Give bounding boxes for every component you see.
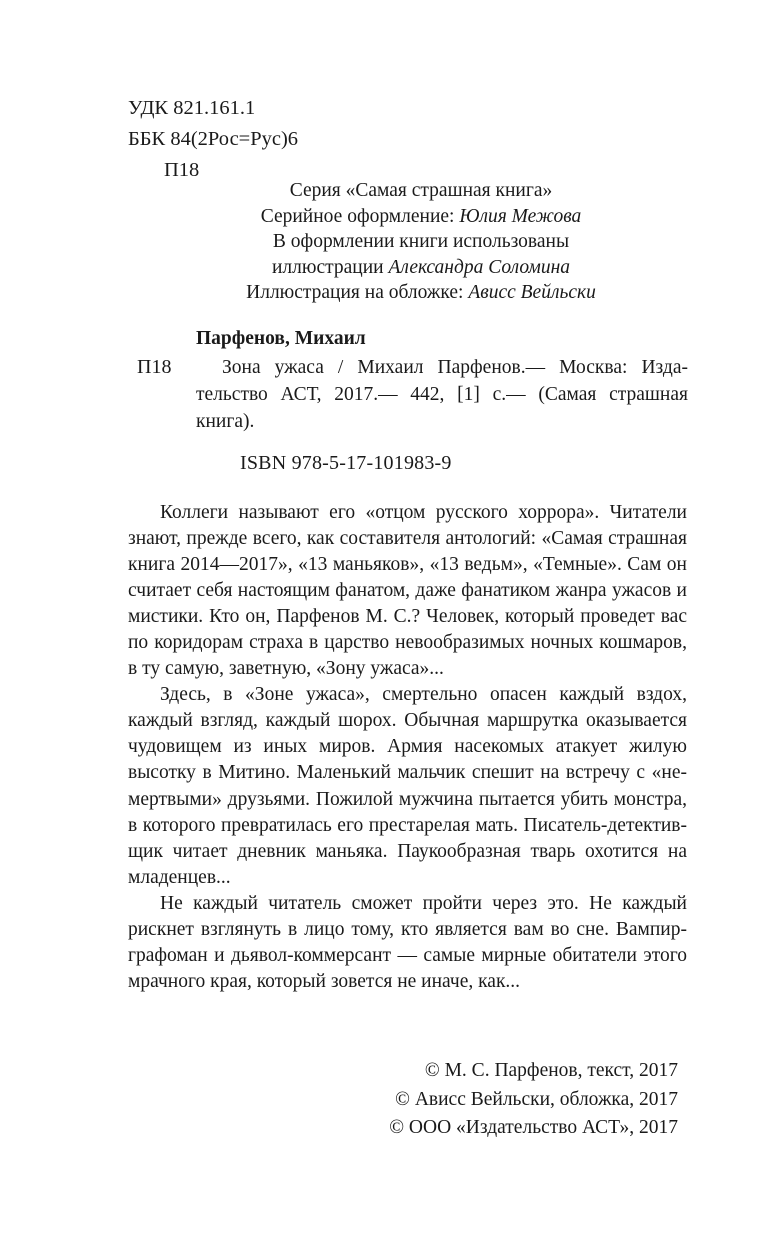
annotation-paragraph-1: Коллеги называют его «отцом русского хоррора». Читатели знают, прежде всего, как составителя антологий: «Самая страшная книга 2014—2017», «13 маньяков», «13 ведьм», «Темные». Сам он считает себя настоящим фанатом, даже фанатиком жанра ужасов и мистики. Кто он, Парфенов М. С.? Человек, который проведет вас по коридорам страха в царство невообразимых ночных кошмаров, в ту самую, заветную, «Зону ужаса»... bbox=[128, 502, 687, 680]
series-design-line bbox=[128, 204, 714, 230]
bbk-code: ББК 84(2Рос=Рус)6 bbox=[128, 128, 299, 150]
cover-illustration-name: Ависс Вейльски bbox=[468, 282, 596, 304]
biblio-author-heading: Парфенов, Михаил bbox=[196, 328, 366, 349]
annotation-paragraph-2: Здесь, в «Зоне ужаса», смертельно опасен каждый вздох, каждый взгляд, каждый шорох. Обычная маршрутка оказывается чудовищем из иных миров. Армия насекомых атакует жилую высотку в Митино. Маленький мальчик спешит на встречу с «не-мертвыми» друзьями. Пожилой мужчина пытается убить монстра, в которого превратилась его престарелая мать. Писатель-детективщик читает дневник маньяка. Паукообразная тварь охотится на младенцев... bbox=[128, 684, 687, 888]
annotation-paragraph-3: Не каждый читатель сможет пройти через это. Не каждый рискнет взглянуть в лицо тому, кто является вам во сне. Вампир-графоман и дьявол-коммерсант — самые мирные обитатели этого мрачного края, который зовется не иначе, как... bbox=[128, 892, 687, 992]
copyright-line-cover: © Ависс Вейльски, обложка, 2017 bbox=[395, 1088, 678, 1110]
series-credits-block bbox=[128, 178, 714, 306]
biblio-shelf-label: П18 bbox=[137, 356, 172, 378]
cover-illustration-label: Иллюстрация на обложке: bbox=[246, 282, 464, 304]
annotation-text bbox=[128, 500, 687, 995]
udk-code: УДК 821.161.1 bbox=[128, 97, 256, 119]
author-sign-code: П18 bbox=[164, 159, 200, 181]
series-design-label: Серийное оформление: bbox=[260, 205, 455, 227]
copyright-line-text: © М. С. Парфенов, текст, 2017 bbox=[424, 1060, 678, 1081]
illustrations-label: иллюстрации bbox=[272, 256, 384, 278]
illustrations-line bbox=[128, 255, 714, 281]
copyright-line-publisher: © ООО «Издательство АСТ», 2017 bbox=[389, 1117, 678, 1138]
biblio-description: Зона ужаса / Михаил Парфенов.— Москва: Издательство АСТ, 2017.— 442, [1] с.— (Самая страшная книга). bbox=[196, 357, 688, 432]
isbn: ISBN 978-5-17-101983-9 bbox=[240, 452, 452, 474]
copyright-block bbox=[389, 1057, 678, 1143]
book-design-intro-line: В оформлении книги использованы bbox=[272, 231, 570, 253]
biblio-description-row bbox=[128, 354, 688, 435]
series-title-line: Серия «Самая страшная книга» bbox=[289, 180, 553, 201]
bibliographic-record bbox=[128, 326, 688, 435]
classification-codes bbox=[128, 93, 298, 186]
series-design-name: Юлия Межова bbox=[459, 205, 582, 227]
cover-illustration-line bbox=[128, 280, 714, 306]
illustrations-name: Александра Соломина bbox=[388, 256, 570, 278]
